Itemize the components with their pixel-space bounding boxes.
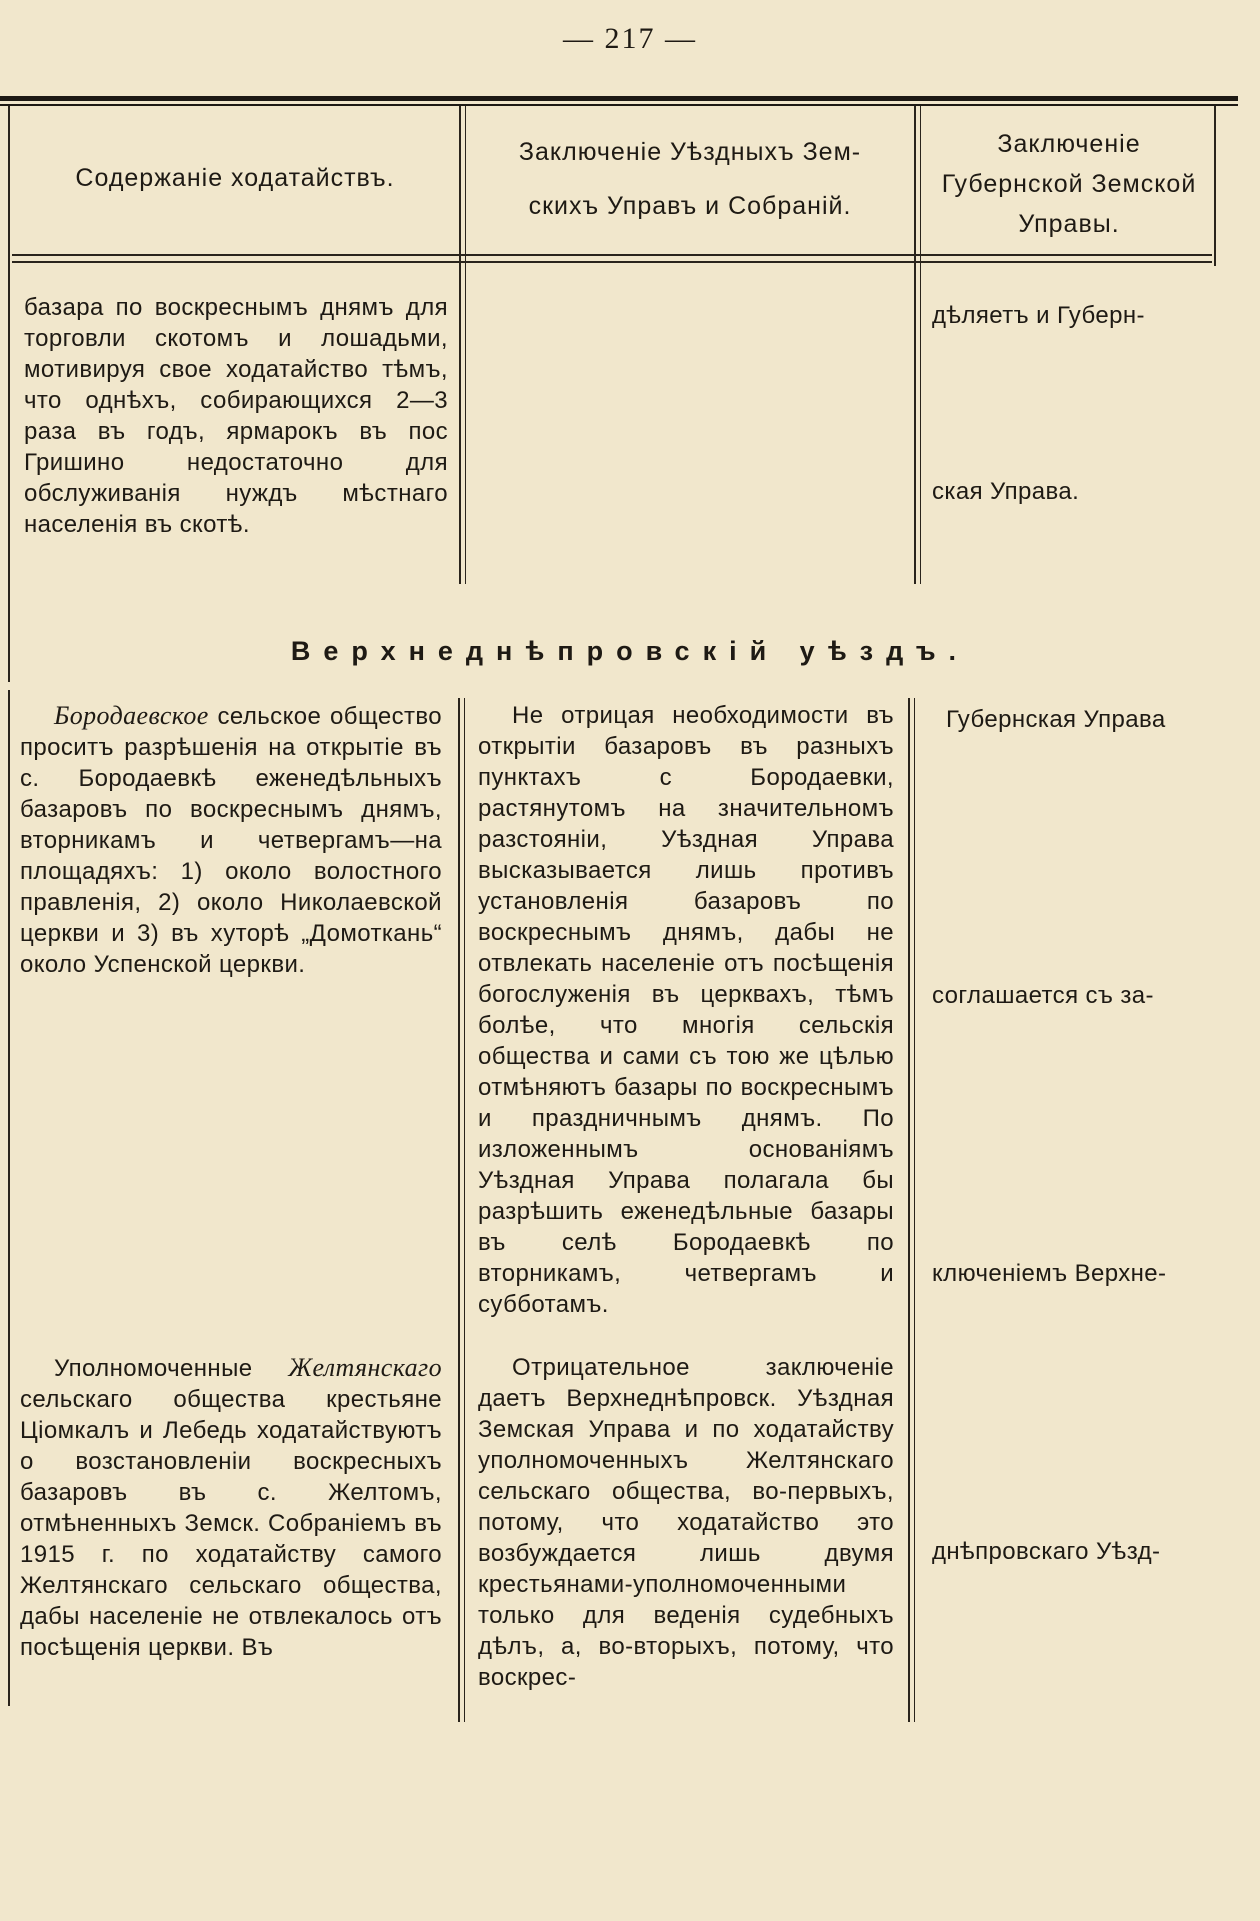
second-block-gubern-c: ключеніемъ Верхне- [932, 1260, 1167, 1287]
second-block-col1 [20, 700, 442, 980]
col-divider-1b-lower [464, 698, 465, 1722]
header-col3-line1: Заключеніе [997, 130, 1141, 158]
col-divider-2b-lower [914, 698, 915, 1722]
top-rule [0, 96, 1238, 101]
second-block-gubern-a: Губернская Управа [946, 706, 1166, 733]
third-block-contents [20, 1352, 442, 1663]
table-left-border-lower [8, 690, 10, 1706]
third-block-col1 [20, 1352, 442, 1663]
header-col3-line3: Управы. [1018, 210, 1120, 238]
header-col3-line2: Губернской Земской [941, 170, 1197, 198]
col-divider-1-lower [458, 698, 460, 1722]
second-block-col1-rest: сельское общество проситъ разрѣшенія на открытіе въ с. Бородаевкѣ еженедѣльныхъ базаровъ по воскреснымъ днямъ, вторникамъ и четвергамъ—на площадяхъ: 1) около волостного правленія, 2) около Николаевской церкви и 3) въ хуторѣ „Домоткань“ около Успенской церкви. [20, 703, 442, 978]
header-col2-line1: Заключеніе Уѣздныхъ Зем- [518, 138, 862, 166]
first-block-gubern-a: дѣляетъ и Губерн- [932, 302, 1145, 329]
top-rule-thin [0, 104, 1238, 106]
header-rule [12, 254, 1212, 256]
second-block-uezd [478, 700, 894, 1320]
table-left-border [8, 106, 10, 682]
header-col2-line2: скихъ Управъ и Собраній. [528, 192, 852, 220]
col-divider-1b [465, 106, 466, 584]
third-block-col1-start: Уполномоченные [54, 1355, 289, 1382]
first-block-gubern-b: ская Управа. [932, 478, 1080, 505]
second-block-col2-text: Не отрицая необходимости въ открытіи базаровъ въ разныхъ пунктахъ с Бородаевки, растянутомъ на значительномъ разстояніи, Уѣздная Управа высказывается лишь противъ установленія базаровъ по воскреснымъ днямъ, дабы не отвлекать населеніе отъ посѣщенія богослуженія въ церквахъ, тѣмъ болѣе, что многія сельскія общества и сами съ тою же цѣлью отмѣняютъ базары по воскреснымъ и праздничнымъ днямъ. По изложеннымъ основаніямъ Уѣздная Управа полагала бы разрѣшить еженедѣльные базары въ селѣ Бородаевкѣ по вторникамъ, четвергамъ и субботамъ. [478, 702, 894, 1318]
header-col-contents [20, 158, 450, 198]
second-block-gubern-d: днѣпровскаго Уѣзд- [932, 1538, 1161, 1565]
second-block-gubern-b: соглашается съ за- [932, 982, 1154, 1009]
page-number: — 217 — [563, 22, 697, 55]
section-title: Верхнеднѣпровскій уѣздъ. [290, 636, 970, 666]
header-col1-label: Содержаніе ходатайствъ. [75, 164, 395, 192]
third-block-col1-rest: сельскаго общества крестьяне Ціомкалъ и Лебедь ходатайствуютъ о возстановленіи воскресныхъ базаровъ въ с. Желтомъ, отмѣненныхъ Земск. Собраніемъ въ 1915 г. по ходатайству самого Желтянскаго сельскаго общества, дабы населеніе не отвлекалось отъ посѣщенія церкви. Въ [20, 1386, 442, 1661]
header-col-uezd [472, 132, 908, 226]
col-divider-2b [920, 106, 921, 584]
third-block-col1-italic: Желтянскаго [288, 1353, 442, 1382]
first-block-col1-text: базара по воскреснымъ днямъ для торговли скотомъ и лошадьми, мотивируя свое ходатайство тѣмъ, что однѣхъ, собирающихся 2—3 раза въ годъ, ярмарокъ въ пос Гришино недостаточно для обслуживанія нуждъ мѣстнаго населенія въ скотѣ. [24, 294, 448, 538]
header-col-gubern [924, 124, 1214, 244]
col-divider-2-lower [908, 698, 910, 1722]
third-block-uezd [478, 1352, 894, 1693]
second-block-contents [20, 700, 442, 980]
table-right-border [1214, 106, 1216, 266]
second-block-col1-italic: Бородаевское [54, 701, 209, 730]
col-divider-2 [914, 106, 916, 584]
third-block-col2-text: Отрицательное заключеніе даетъ Верхнеднѣпровск. Уѣздная Земская Управа и по ходатайству уполномоченныхъ Желтянскаго сельскаго общества, во-первыхъ, потому, что ходатайство это возбуждается лишь двумя крестьянами-уполномоченными только для веденія судебныхъ дѣлъ, а, во-вторыхъ, потому, что воскрес- [478, 1354, 894, 1691]
first-block-contents [24, 292, 448, 540]
header-rule-2 [12, 261, 1212, 263]
col-divider-1 [459, 106, 461, 584]
